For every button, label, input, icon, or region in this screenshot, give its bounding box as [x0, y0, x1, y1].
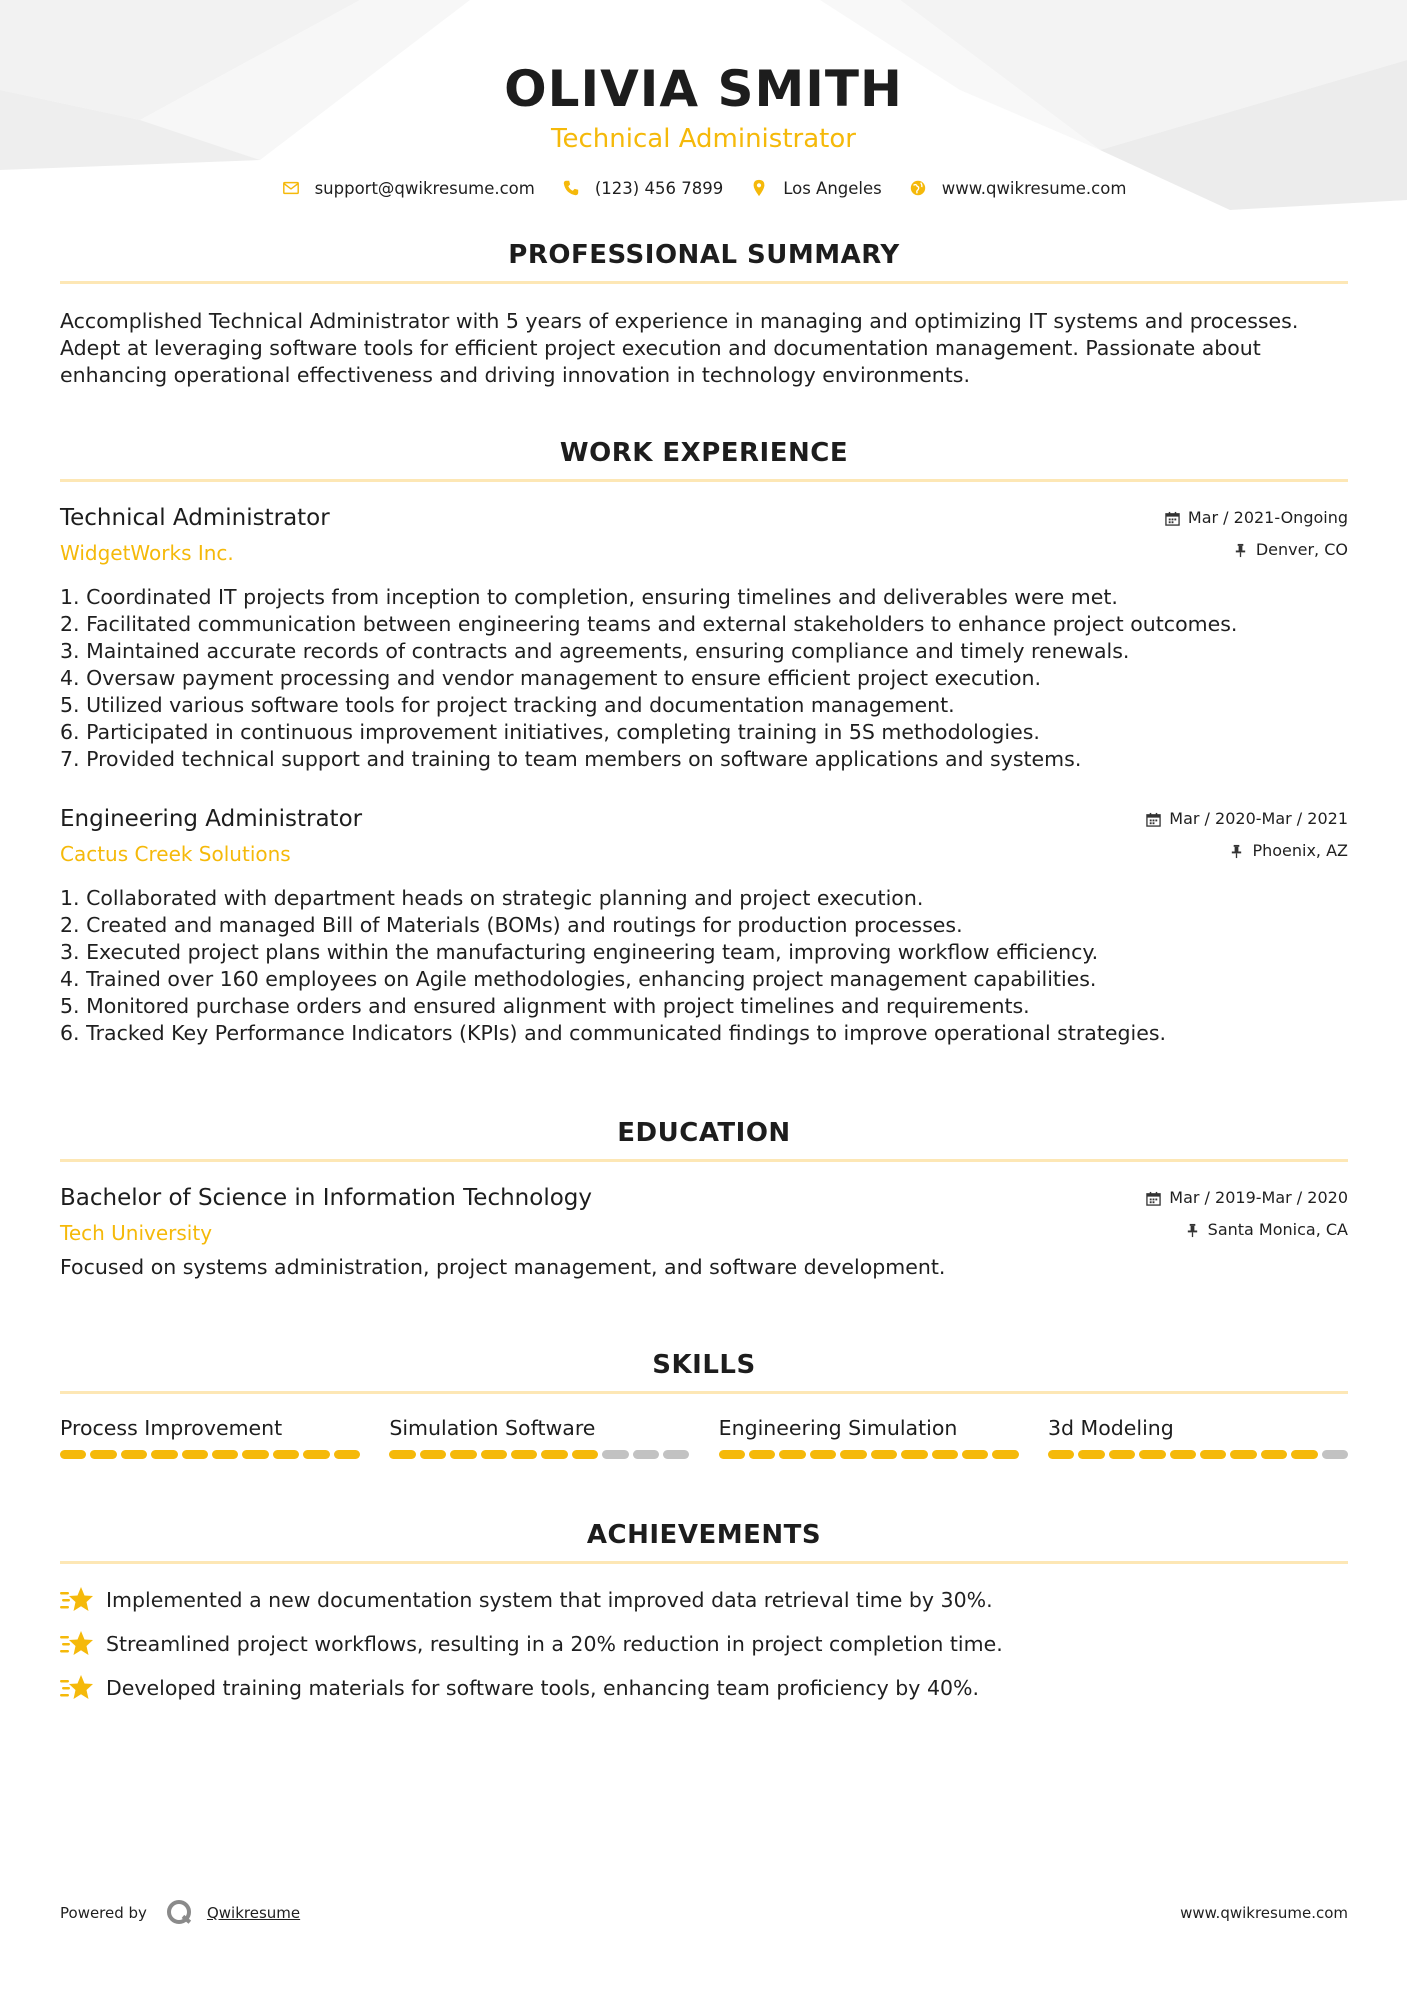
education-description: Focused on systems administration, project management, and software development.	[60, 1255, 946, 1279]
calendar-icon	[1146, 1191, 1161, 1206]
section-divider	[60, 1391, 1348, 1394]
candidate-title: Technical Administrator	[551, 124, 856, 154]
skill-segment-filled	[901, 1450, 927, 1459]
skill-segment-filled	[719, 1450, 745, 1459]
qwikresume-logo-icon	[165, 1898, 195, 1928]
skill-segment-filled	[541, 1450, 567, 1459]
section-divider	[60, 1561, 1348, 1564]
skill-segment-filled	[1109, 1450, 1135, 1459]
star-icon	[60, 1674, 94, 1702]
skill-segment-filled	[749, 1450, 775, 1459]
phone-icon	[561, 178, 581, 198]
skill-segment-filled	[334, 1450, 360, 1459]
skill-segment-filled	[810, 1450, 836, 1459]
job-bullets	[60, 584, 1348, 773]
job-dates: Mar / 2021-Ongoing	[1187, 508, 1348, 527]
skill-segment-filled	[242, 1450, 268, 1459]
skill-segment-filled	[273, 1450, 299, 1459]
job-entry	[60, 803, 1348, 1047]
skill-segment-filled	[420, 1450, 446, 1459]
contact-location	[749, 178, 882, 198]
skill-segment-filled	[121, 1450, 147, 1459]
star-icon	[60, 1630, 94, 1658]
job-location: Phoenix, AZ	[1252, 841, 1348, 860]
summary-section	[60, 235, 1348, 389]
skill-segment-filled	[1230, 1450, 1256, 1459]
skill-label: Engineering Simulation	[718, 1416, 958, 1440]
list-item: 5. Monitored purchase orders and ensured alignment with project timelines and requirements.	[60, 994, 1030, 1018]
achievements-list	[60, 1578, 1348, 1710]
achievement-text: Developed training materials for software tools, enhancing team proficiency by 40%.	[106, 1676, 980, 1700]
skill-item	[389, 1414, 689, 1459]
skill-segment-filled	[932, 1450, 958, 1459]
resume-header	[0, 0, 1407, 198]
candidate-name: OLIVIA SMITH	[504, 60, 903, 118]
skill-meter	[389, 1450, 689, 1459]
section-divider	[60, 281, 1348, 284]
skill-item	[60, 1414, 360, 1459]
skills-list	[60, 1414, 1348, 1459]
section-divider	[60, 1159, 1348, 1162]
skill-segment-filled	[212, 1450, 238, 1459]
job-location: Denver, CO	[1255, 540, 1348, 559]
section-divider	[60, 479, 1348, 482]
contact-email[interactable]	[281, 178, 535, 198]
pushpin-icon	[1229, 844, 1244, 859]
contact-website[interactable]	[908, 178, 1127, 198]
contact-phone-text: (123) 456 7899	[594, 178, 724, 198]
brand-link[interactable]: Qwikresume	[206, 1904, 301, 1922]
pushpin-icon	[1233, 543, 1248, 558]
skill-segment-filled	[60, 1450, 86, 1459]
skill-segment-filled	[90, 1450, 116, 1459]
skill-segment-filled	[511, 1450, 537, 1459]
skill-segment-empty	[663, 1450, 689, 1459]
skill-segment-filled	[871, 1450, 897, 1459]
contact-email-text: support@qwikresume.com	[314, 178, 535, 198]
page-footer	[60, 1898, 1348, 1928]
skill-segment-filled	[1291, 1450, 1317, 1459]
education-dates: Mar / 2019-Mar / 2020	[1169, 1188, 1348, 1207]
education-meta	[1146, 1182, 1348, 1246]
school-name: Tech University	[60, 1221, 213, 1245]
job-meta	[1146, 803, 1348, 867]
skill-segment-filled	[1170, 1450, 1196, 1459]
list-item: 3. Executed project plans within the manufacturing engineering team, improving workflow efficiency.	[60, 940, 1099, 964]
skill-segment-filled	[1261, 1450, 1287, 1459]
list-item: 1. Coordinated IT projects from inception to completion, ensuring timelines and deliverables were met.	[60, 585, 1118, 609]
achievement-item	[60, 1666, 1348, 1710]
job-title: Technical Administrator	[60, 505, 330, 531]
skill-segment-filled	[481, 1450, 507, 1459]
list-item: 2. Facilitated communication between engineering teams and external stakeholders to enhance project outcomes.	[60, 612, 1238, 636]
skill-meter	[60, 1450, 360, 1459]
achievements-section	[60, 1515, 1348, 1710]
skill-item	[719, 1414, 1019, 1459]
achievements-heading: ACHIEVEMENTS	[586, 1520, 822, 1550]
education-heading: EDUCATION	[617, 1118, 791, 1148]
footer-website[interactable]: www.qwikresume.com	[1180, 1904, 1348, 1922]
skill-item	[1048, 1414, 1348, 1459]
job-company: WidgetWorks Inc.	[60, 541, 234, 565]
list-item: 3. Maintained accurate records of contracts and agreements, ensuring compliance and timely renewals.	[60, 639, 1130, 663]
globe-icon	[908, 178, 928, 198]
achievement-text: Streamlined project workflows, resulting in a 20% reduction in project completion time.	[106, 1632, 1003, 1656]
job-title: Engineering Administrator	[60, 806, 363, 832]
list-item: 7. Provided technical support and training to team members on software applications and systems.	[60, 747, 1082, 771]
pushpin-icon	[1185, 1223, 1200, 1238]
skill-segment-empty	[633, 1450, 659, 1459]
education-section	[60, 1113, 1348, 1281]
summary-text: Accomplished Technical Administrator with 5 years of experience in managing and optimizing IT systems and processes. Adept at leveraging software tools for efficient project execution and documentation management. Passionate about enhancing operational effectiveness and driving innovation in technology environments.	[60, 309, 1299, 387]
envelope-icon	[281, 178, 301, 198]
skill-segment-filled	[1078, 1450, 1104, 1459]
skill-segment-filled	[1048, 1450, 1074, 1459]
list-item: 4. Oversaw payment processing and vendor management to ensure efficient project execution.	[60, 666, 1042, 690]
list-item: 2. Created and managed Bill of Materials (BOMs) and routings for production processes.	[60, 913, 963, 937]
job-meta	[1165, 502, 1348, 566]
calendar-icon	[1165, 511, 1180, 526]
skills-section	[60, 1345, 1348, 1459]
skill-meter	[719, 1450, 1019, 1459]
summary-heading: PROFESSIONAL SUMMARY	[508, 240, 900, 270]
contact-location-text: Los Angeles	[783, 178, 882, 198]
skill-segment-filled	[572, 1450, 598, 1459]
job-entry	[60, 502, 1348, 773]
powered-by-label: Powered by	[60, 1904, 147, 1922]
skill-segment-filled	[840, 1450, 866, 1459]
skill-segment-filled	[151, 1450, 177, 1459]
contact-phone[interactable]	[561, 178, 723, 198]
skill-segment-filled	[182, 1450, 208, 1459]
star-icon	[60, 1586, 94, 1614]
skill-segment-filled	[779, 1450, 805, 1459]
skill-segment-filled	[992, 1450, 1018, 1459]
education-location: Santa Monica, CA	[1207, 1220, 1348, 1239]
degree-title: Bachelor of Science in Information Technology	[60, 1185, 592, 1211]
skill-segment-empty	[1322, 1450, 1348, 1459]
contact-bar	[0, 178, 1407, 198]
list-item: 5. Utilized various software tools for project tracking and documentation management.	[60, 693, 955, 717]
contact-website-text: www.qwikresume.com	[941, 178, 1127, 198]
skill-segment-filled	[962, 1450, 988, 1459]
job-dates: Mar / 2020-Mar / 2021	[1169, 809, 1348, 828]
skill-segment-filled	[1139, 1450, 1165, 1459]
list-item: 6. Participated in continuous improvement initiatives, completing training in 5S methodologies.	[60, 720, 1040, 744]
skill-segment-empty	[602, 1450, 628, 1459]
achievement-item	[60, 1578, 1348, 1622]
skill-label: Process Improvement	[60, 1416, 283, 1440]
skill-segment-filled	[389, 1450, 415, 1459]
skill-segment-filled	[1200, 1450, 1226, 1459]
skill-label: 3d Modeling	[1047, 1416, 1174, 1440]
list-item: 4. Trained over 160 employees on Agile methodologies, enhancing project management capabilities.	[60, 967, 1097, 991]
job-bullets	[60, 885, 1348, 1047]
job-company: Cactus Creek Solutions	[60, 842, 291, 866]
skill-segment-filled	[450, 1450, 476, 1459]
skill-label: Simulation Software	[389, 1416, 596, 1440]
skill-meter	[1048, 1450, 1348, 1459]
experience-section	[60, 433, 1348, 1047]
powered-by	[60, 1898, 300, 1928]
skills-heading: SKILLS	[652, 1350, 756, 1380]
map-pin-icon	[749, 178, 769, 198]
list-item: 1. Collaborated with department heads on strategic planning and project execution.	[60, 886, 924, 910]
education-entry	[60, 1182, 1348, 1281]
list-item: 6. Tracked Key Performance Indicators (KPIs) and communicated findings to improve operational strategies.	[60, 1021, 1167, 1045]
achievement-item	[60, 1622, 1348, 1666]
achievement-text: Implemented a new documentation system that improved data retrieval time by 30%.	[106, 1588, 993, 1612]
calendar-icon	[1146, 812, 1161, 827]
skill-segment-filled	[303, 1450, 329, 1459]
experience-heading: WORK EXPERIENCE	[559, 438, 849, 468]
